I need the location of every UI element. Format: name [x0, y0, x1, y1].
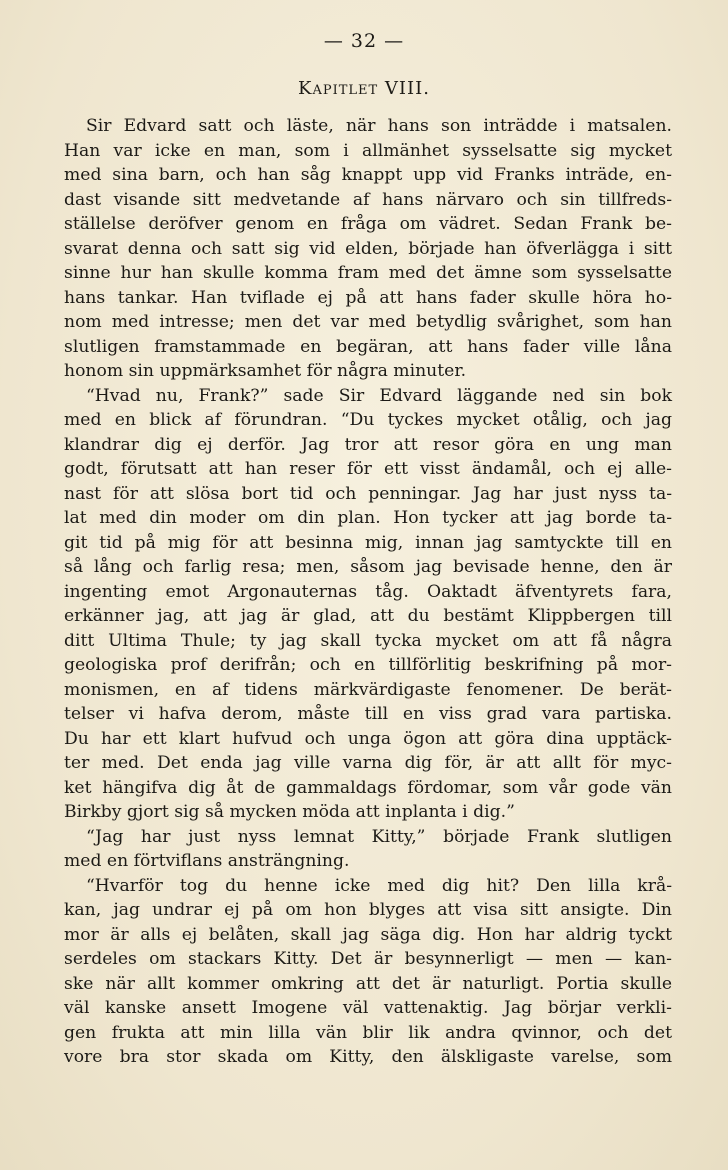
text-line: git tid på mig för att besinna mig, innan jag samtyckte till en — [64, 532, 672, 553]
text-line: erkänner jag, att jag är glad, att du bestämt Klippbergen till — [64, 606, 672, 626]
text-line: Sir Edvard satt och läste, när hans son inträdde i matsalen. — [86, 116, 672, 136]
text-line: klandrar dig ej derför. Jag tror att resor göra en ung man — [64, 434, 672, 455]
text-line: hans tankar. Han tviflade ej på att hans fader skulle höra ho- — [64, 287, 672, 308]
text-line: godt, förutsatt att han reser för ett visst ändamål, och ej alle- — [64, 459, 672, 479]
text-line: väl kanske ansett Imogene väl vattenaktig. Jag börjar verkli- — [64, 998, 672, 1018]
text-line: ditt Ultima Thule; ty jag skall tycka mycket om att få några — [64, 630, 672, 651]
text-line: monismen, en af tidens märkvärdigaste fenomener. De berät- — [64, 679, 672, 700]
text-line: mor är alls ej belåten, skall jag säga dig. Hon har aldrig tyckt — [64, 924, 672, 945]
text-line: geologiska prof derifrån; och en tillförlitig beskrifning på mor- — [64, 655, 672, 675]
text-line: Birkby gjort sig så mycken möda att inplanta i dig.” — [64, 802, 515, 822]
text-line: sinne hur han skulle komma fram med det ämne som sysselsatte — [64, 263, 672, 283]
text-line: Han var icke en man, som i allmänhet sysselsatte sig mycket — [64, 140, 672, 161]
text-line: dast visande sitt medvetande af hans närvaro och sin tillfreds- — [64, 189, 672, 210]
text-line: honom sin uppmärksamhet för några minuter. — [64, 361, 467, 381]
text-line: ter med. Det enda jag ville varna dig för, är att allt för myc- — [64, 753, 672, 773]
text-line: med en blick af förundran. “Du tyckes mycket otålig, och jag — [64, 410, 672, 430]
text-line: kan, jag undrar ej på om hon blyges att visa sitt ansigte. Din — [64, 900, 672, 920]
text-line: “Jag har just nyss lemnat Kitty,” började Frank slutligen — [86, 826, 672, 847]
body-text — [64, 114, 672, 1070]
text-line: lat med din moder om din plan. Hon tycker att jag borde ta- — [64, 508, 672, 528]
text-line: vore bra stor skada om Kitty, den älskligaste varelse, som — [64, 1047, 672, 1067]
chapter-title: Kapitlet VIII. — [298, 78, 430, 99]
text-line: Du har ett klart hufvud och unga ögon att göra dina upptäck- — [64, 728, 672, 749]
text-line: svarat denna och satt sig vid elden, började han öfverlägga i sitt — [64, 238, 672, 259]
text-line: “Hvad nu, Frank?” sade Sir Edvard läggande ned sin bok — [86, 385, 672, 406]
text-line: telser vi hafva derom, måste till en viss grad vara partiska. — [64, 704, 672, 724]
text-line: så lång och farlig resa; men, såsom jag bevisade henne, den är — [64, 557, 672, 577]
text-line: ingenting emot Argonauternas tåg. Oaktadt äfventyrets fara, — [64, 581, 672, 602]
page-number: — 32 — — [323, 30, 405, 52]
text-line: nast för att slösa bort tid och penningar. Jag har just nyss ta- — [64, 483, 672, 504]
text-line: slutligen framstammade en begäran, att hans fader ville låna — [64, 336, 672, 357]
text-line: “Hvarför tog du henne icke med dig hit? Den lilla krå- — [86, 875, 672, 896]
text-line: ket hängifva dig åt de gammaldags fördomar, som vår gode vän — [64, 777, 672, 798]
text-line: ske när allt kommer omkring att det är naturligt. Portia skulle — [64, 973, 672, 994]
text-line: gen frukta att min lilla vän blir lik andra qvinnor, och det — [64, 1022, 672, 1043]
text-line: nom med intresse; men det var med betydlig svårighet, som han — [64, 312, 672, 332]
text-line: med sina barn, och han såg knappt upp vid Franks inträde, en- — [64, 165, 672, 185]
text-line: med en förtviflans ansträngning. — [64, 851, 350, 871]
text-line: ställelse deröfver genom en fråga om vädret. Sedan Frank be- — [64, 214, 672, 234]
text-line: serdeles om stackars Kitty. Det är besynnerligt — men — kan- — [64, 949, 672, 969]
